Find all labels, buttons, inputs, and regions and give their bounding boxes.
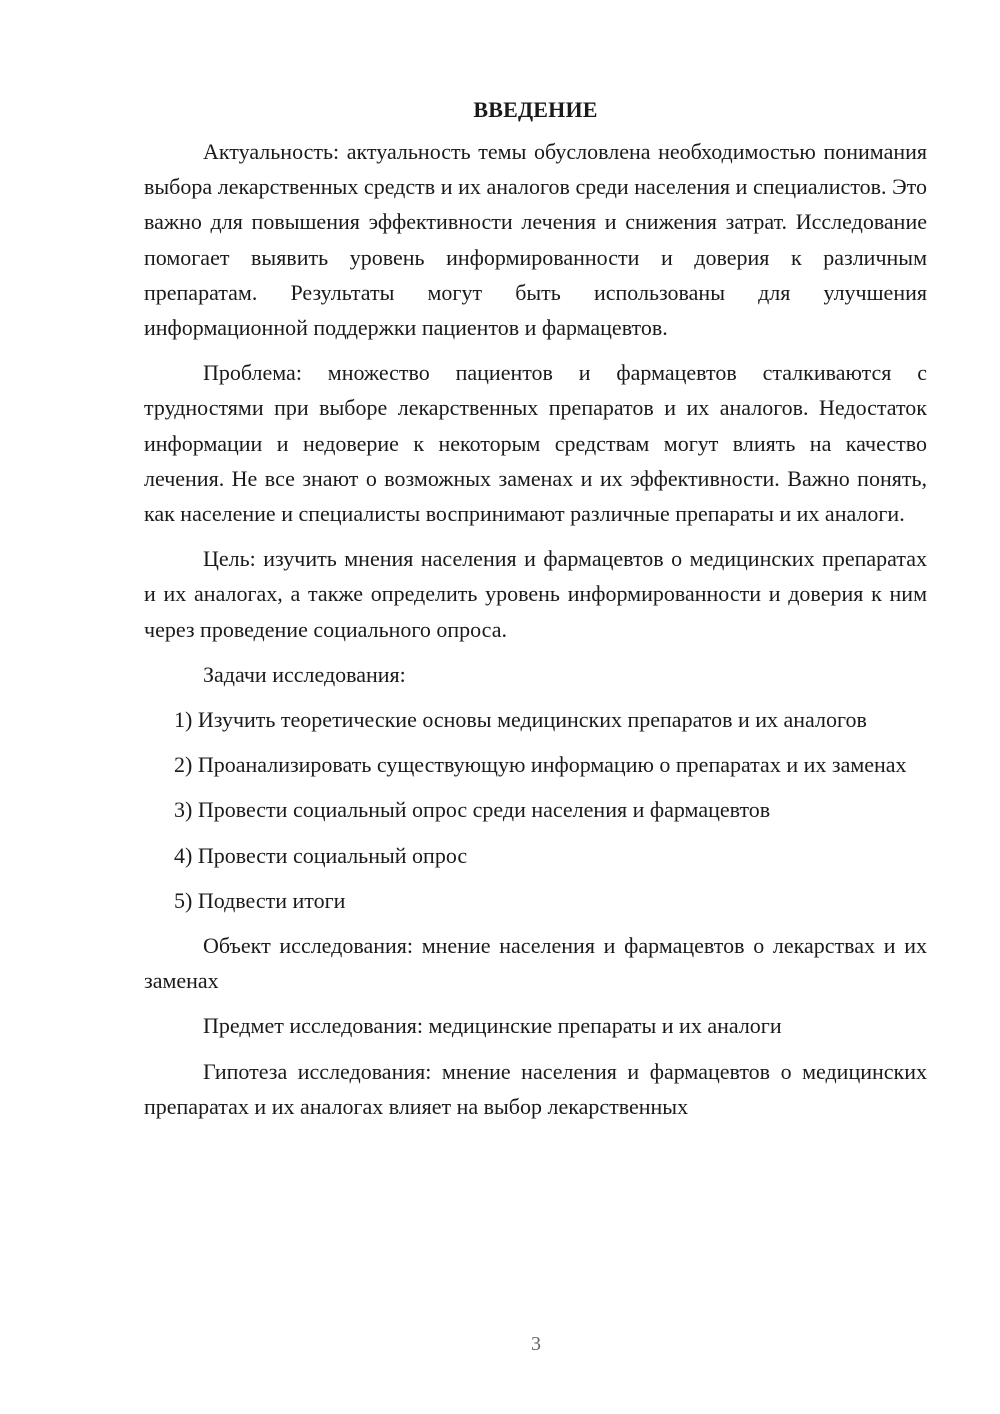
page-content bbox=[144, 92, 927, 1134]
relevance-paragraph: Актуальность: актуальность темы обусловлена необходимостью понимания выбора лекарственных средств и их аналогов среди населения и специалистов. Это важно для повышения эффективности лечения и снижения затрат. Исследование помогает выявить уровень информированности и доверия к различным препаратам. Результаты могут быть использованы для улучшения информационной поддержки пациентов и фармацевтов. bbox=[144, 139, 927, 341]
hypothesis-paragraph: Гипотеза исследования: мнение населения и фармацевтов о медицинских препаратах и их аналогах влияет на выбор лекарственных bbox=[144, 1058, 927, 1119]
task-item-5: 5) Подвести итоги bbox=[174, 887, 346, 913]
task-item-3: 3) Провести социальный опрос среди населения и фармацевтов bbox=[174, 797, 771, 823]
page-number: 3 bbox=[531, 1333, 541, 1355]
task-item-4: 4) Провести социальный опрос bbox=[174, 842, 468, 868]
problem-paragraph: Проблема: множество пациентов и фармацевтов сталкиваются с трудностями при выборе лекарственных препаратов и их аналогов. Недостаток информации и недоверие к некоторым средствам могут влиять на качество лечения. Не все знают о возможных заменах и их эффективности. Важно понять, как население и специалисты воспринимают различные препараты и их аналоги. bbox=[144, 360, 927, 527]
object-paragraph: Объект исследования: мнение населения и фармацевтов о лекарствах и их заменах bbox=[144, 933, 927, 994]
subject-paragraph: Предмет исследования: медицинские препараты и их аналоги bbox=[203, 1013, 782, 1039]
tasks-title: Задачи исследования: bbox=[203, 661, 406, 687]
task-item-2: 2) Проанализировать существующую информацию о препаратах и их заменах bbox=[174, 752, 907, 778]
goal-paragraph: Цель: изучить мнения населения и фармацевтов о медицинских препаратах и их аналогах, а также определить уровень информированности и доверия к ним через проведение социального опроса. bbox=[144, 546, 927, 642]
task-item-1: 1) Изучить теоретические основы медицинских препаратов и их аналогов bbox=[174, 707, 867, 733]
section-heading: ВВЕДЕНИЕ bbox=[473, 97, 598, 122]
